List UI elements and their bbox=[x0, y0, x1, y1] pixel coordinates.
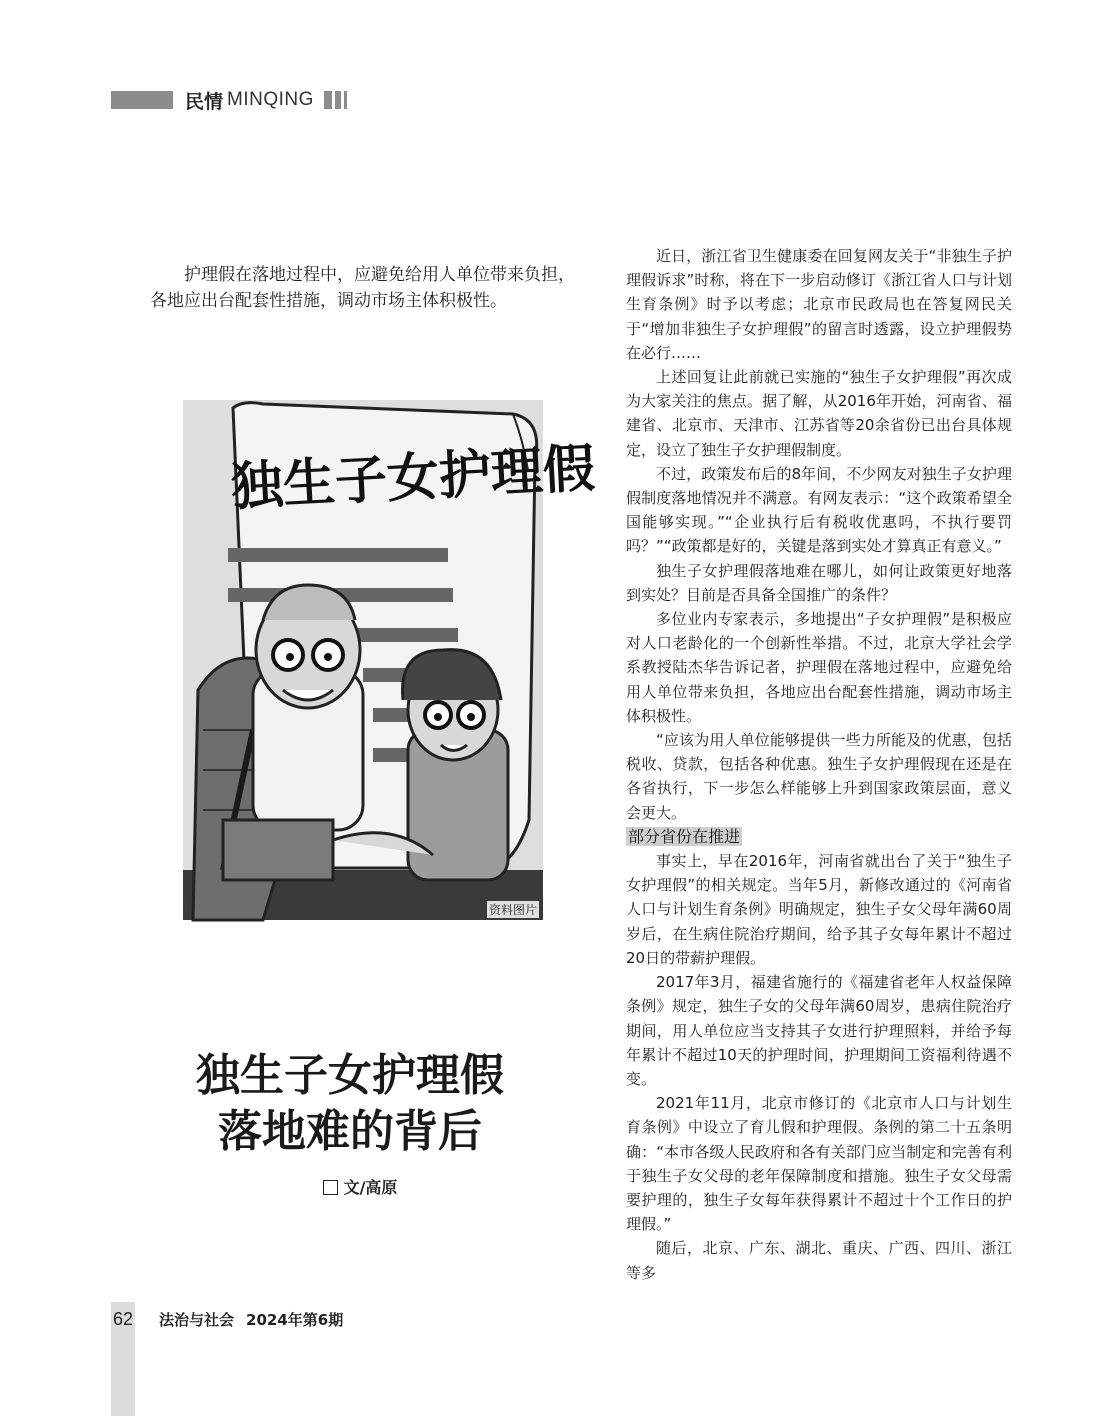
body-paragraph: 近日，浙江省卫生健康委在回复网友关于“非独生子护理假诉求”时称，将在下一步启动修订《浙江省人口与计划生育条例》时予以考虑；北京市民政局也在答复网民关于“增加非独生子女护理假”的留言时透露，设立护理假势在必行…… bbox=[626, 247, 1012, 362]
body-paragraph: 上述回复让此前就已实施的“独生子女护理假”再次成为大家关注的焦点。据了解，从2016年开始，河南省、福建省、北京市、天津市、江苏省等20余省份已出台具体规定，设立了独生子女护理假制度。 bbox=[626, 368, 1012, 459]
body-paragraph: 2021年11月，北京市修订的《北京市人口与计划生育条例》中设立了育儿假和护理假。条例的第二十五条明确：“本市各级人民政府和各有关部门应当制定和完善有利于独生子女父母的老年保障制度和措施。独生子女父母需要护理的，独生子女每年获得累计不超过十个工作日的护理假。” bbox=[626, 1094, 1012, 1234]
body-paragraph: 2017年3月，福建省施行的《福建省老年人权益保障条例》规定，独生子女的父母年满60周岁，患病住院治疗期间，用人单位应当支持其子女进行护理照料，并给予每年累计不超过10天的护理时间，护理期间工资福利待遇不变。 bbox=[626, 973, 1012, 1088]
article-headline bbox=[150, 1048, 550, 1160]
article-body bbox=[626, 244, 1012, 1285]
illustration-caption: 资料图片 bbox=[488, 903, 537, 917]
magazine-name: 法治与社会 bbox=[159, 1311, 235, 1329]
body-paragraph: 随后，北京、广东、湖北、重庆、广西、四川、浙江等多 bbox=[626, 1239, 1012, 1282]
section-header bbox=[111, 86, 350, 114]
headline-line-1: 独生子女护理假 bbox=[196, 1050, 504, 1101]
header-stripes bbox=[324, 91, 350, 109]
body-paragraph: 事实上，早在2016年，河南省就出台了关于“独生子女护理假”的相关规定。当年5月，新修改通过的《河南省人口与计划生育条例》明确规定，独生子女父母年满60周岁后，在生病住院治疗期间，给予其子女每年累计不超过20日的带薪护理假。 bbox=[626, 852, 1012, 967]
body-paragraph: 不过，政策发布后的8年间，不少网友对独生子女护理假制度落地情况并不满意。有网友表示：“这个政策希望全国能够实现。”“企业执行后有税收优惠吗，不执行要罚吗？”“政策都是好的，关键是落到实处才算真正有意义。” bbox=[626, 464, 1012, 556]
cartoon-illustration bbox=[183, 400, 597, 920]
subheading-text: 部分省份在推进 bbox=[628, 826, 741, 846]
section-title: 民情 bbox=[185, 90, 224, 113]
body-paragraph: 独生子女护理假落地难在哪儿，如何让政策更好地落到实处？目前是否具备全国推广的条件？ bbox=[626, 561, 1012, 604]
headline-line-2: 落地难的背后 bbox=[218, 1106, 482, 1157]
byline-text: 文/高原 bbox=[343, 1178, 398, 1197]
issue-label: 2024年第6期 bbox=[246, 1311, 344, 1329]
intro-summary: 护理假在落地过程中，应避免给用人单位带来负担，各地应出台配套性措施，调动市场主体积极性。 bbox=[150, 265, 575, 311]
section-subheading bbox=[626, 825, 1012, 849]
byline-box-icon bbox=[323, 1180, 338, 1195]
page-number: 62 bbox=[112, 1309, 134, 1329]
scroll-title: 独生子女护理假 bbox=[229, 438, 597, 518]
byline bbox=[150, 1175, 570, 1198]
body-paragraph: 多位业内专家表示，多地提出“子女护理假”是积极应对人口老龄化的一个创新性举措。不过，北京大学社会学系教授陆杰华告诉记者，护理假在落地过程中，应避免给用人单位带来负担，各地应出台配套性措施，调动市场主体积极性。 bbox=[626, 610, 1012, 725]
cartoon-drawing bbox=[183, 400, 597, 920]
body-paragraph: “应该为用人单位能够提供一些力所能及的优惠，包括税收、贷款，包括各种优惠。独生子女护理假现在还是在各省执行，下一步怎么样能够上升到国家政策层面，意义会更大。 bbox=[626, 731, 1012, 822]
section-title-latin: MINQING bbox=[227, 89, 314, 110]
page-footer bbox=[111, 1309, 343, 1330]
header-bar bbox=[111, 91, 173, 109]
